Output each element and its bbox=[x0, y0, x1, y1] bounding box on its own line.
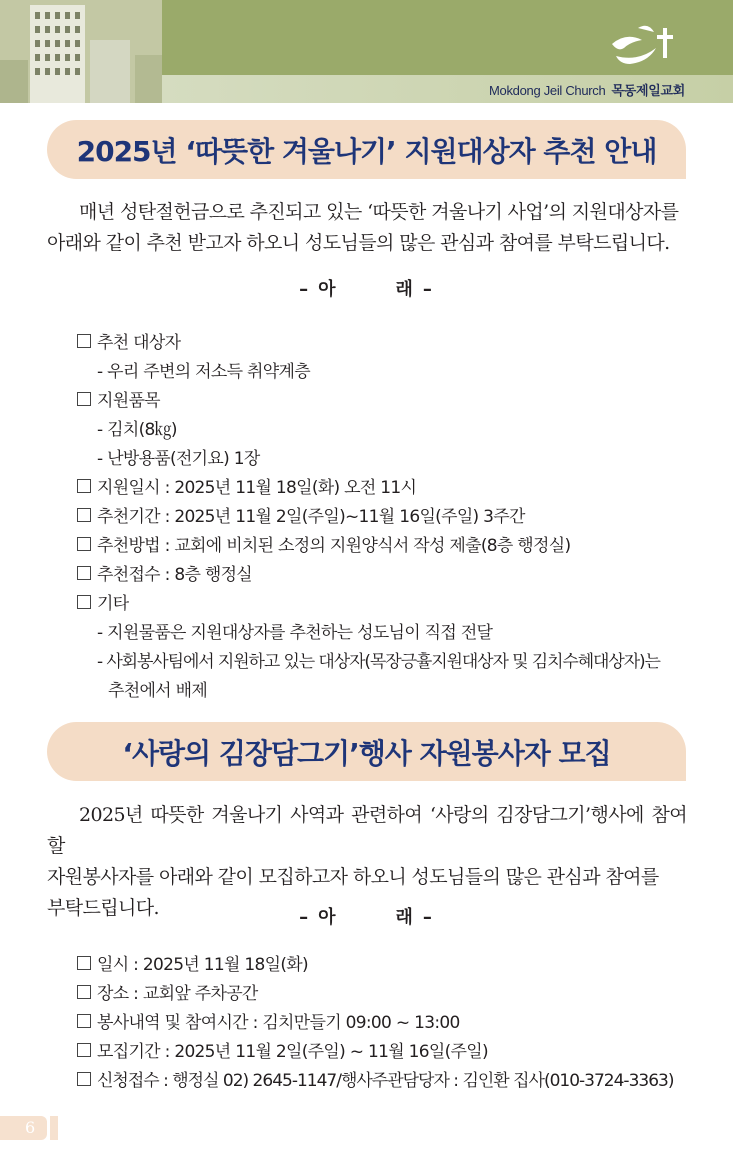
list-item: 추천 대상자 bbox=[77, 328, 180, 353]
checkbox-icon bbox=[77, 1043, 91, 1057]
church-building-photo bbox=[0, 0, 162, 103]
list-subitem: - 사회봉사팀에서 지원하고 있는 대상자(목장긍휼지원대상자 및 김치수혜대상자)는 bbox=[97, 652, 660, 672]
list-item: 신청접수 : 행정실 02) 2645-1147/행사주관담당자 : 김인환 집사(010-3724-3363) bbox=[77, 1066, 673, 1091]
section2-title-bar bbox=[47, 722, 686, 781]
section1-para-line2: 아래와 같이 추천 받고자 하오니 성도님들의 많은 관심과 참여를 부탁드립니다. bbox=[47, 232, 670, 254]
checkbox-icon bbox=[77, 479, 91, 493]
checkbox-icon bbox=[77, 956, 91, 970]
list-subitem: 추천에서 배제 bbox=[108, 681, 208, 701]
list-subitem: - 우리 주변의 저소득 취약계층 bbox=[97, 362, 310, 382]
checkbox-icon bbox=[77, 508, 91, 522]
checkbox-icon bbox=[77, 566, 91, 580]
page-number-tab bbox=[0, 1116, 47, 1140]
church-name-ko: 목동제일교회 bbox=[611, 83, 685, 98]
church-logo-icon bbox=[608, 18, 678, 68]
checkbox-icon bbox=[77, 537, 91, 551]
church-name-en: Mokdong Jeil Church bbox=[489, 83, 606, 98]
section2-para-line2: 자원봉사자를 아래와 같이 모집하고자 하오니 성도님들의 많은 관심과 참여를 bbox=[47, 866, 659, 888]
list-subitem: - 난방용품(전기요) 1장 bbox=[97, 449, 260, 469]
list-item: 추천방법 : 교회에 비치된 소정의 지원양식서 작성 제출(8층 행정실) bbox=[77, 531, 570, 556]
list-item: 지원일시 : 2025년 11월 18일(화) 오전 11시 bbox=[77, 473, 416, 498]
section1-title: 2025년 ‘따뜻한 겨울나기’ 지원대상자 추천 안내 bbox=[76, 134, 657, 168]
list-item: 기타 bbox=[77, 589, 128, 614]
checkbox-icon bbox=[77, 1072, 91, 1086]
list-item: 일시 : 2025년 11월 18일(화) bbox=[77, 950, 308, 975]
section1-para-line1: 매년 성탄절헌금으로 추진되고 있는 ‘따뜻한 겨울나기 사업’의 지원대상자를 bbox=[79, 201, 679, 223]
list-item: 모집기간 : 2025년 11월 2일(주일) ~ 11월 16일(주일) bbox=[77, 1037, 488, 1062]
church-name bbox=[489, 80, 685, 99]
list-subitem: - 김치(8㎏) bbox=[97, 420, 177, 440]
list-item: 장소 : 교회앞 주차공간 bbox=[77, 979, 258, 1004]
section2-para-line1: 2025년 따뜻한 겨울나기 사역과 관련하여 ‘사랑의 김장담그기’행사에 참여할 bbox=[47, 804, 687, 857]
section1-arae-heading: – 아 래 – bbox=[299, 279, 434, 300]
section2-title: ‘사랑의 김장담그기’행사 자원봉사자 모집 bbox=[122, 736, 611, 770]
checkbox-icon bbox=[77, 595, 91, 609]
page-header bbox=[0, 0, 733, 103]
section1-paragraph bbox=[47, 197, 687, 259]
page-number: 6 bbox=[25, 1118, 36, 1137]
checkbox-icon bbox=[77, 1014, 91, 1028]
checkbox-icon bbox=[77, 392, 91, 406]
section1-title-bar bbox=[47, 120, 686, 179]
list-item: 봉사내역 및 참여시간 : 김치만들기 09:00 ~ 13:00 bbox=[77, 1008, 460, 1033]
list-item: 추천접수 : 8층 행정실 bbox=[77, 560, 252, 585]
list-item: 추천기간 : 2025년 11월 2일(주일)~11월 16일(주일) 3주간 bbox=[77, 502, 525, 527]
section2-para-line3: 부탁드립니다. bbox=[47, 897, 159, 919]
section2-arae-heading: – 아 래 – bbox=[299, 907, 434, 928]
list-subitem: - 지원물품은 지원대상자를 추천하는 성도님이 직접 전달 bbox=[97, 623, 493, 643]
page-number-tab-accent bbox=[50, 1116, 58, 1140]
checkbox-icon bbox=[77, 985, 91, 999]
checkbox-icon bbox=[77, 334, 91, 348]
list-item: 지원품목 bbox=[77, 386, 160, 411]
